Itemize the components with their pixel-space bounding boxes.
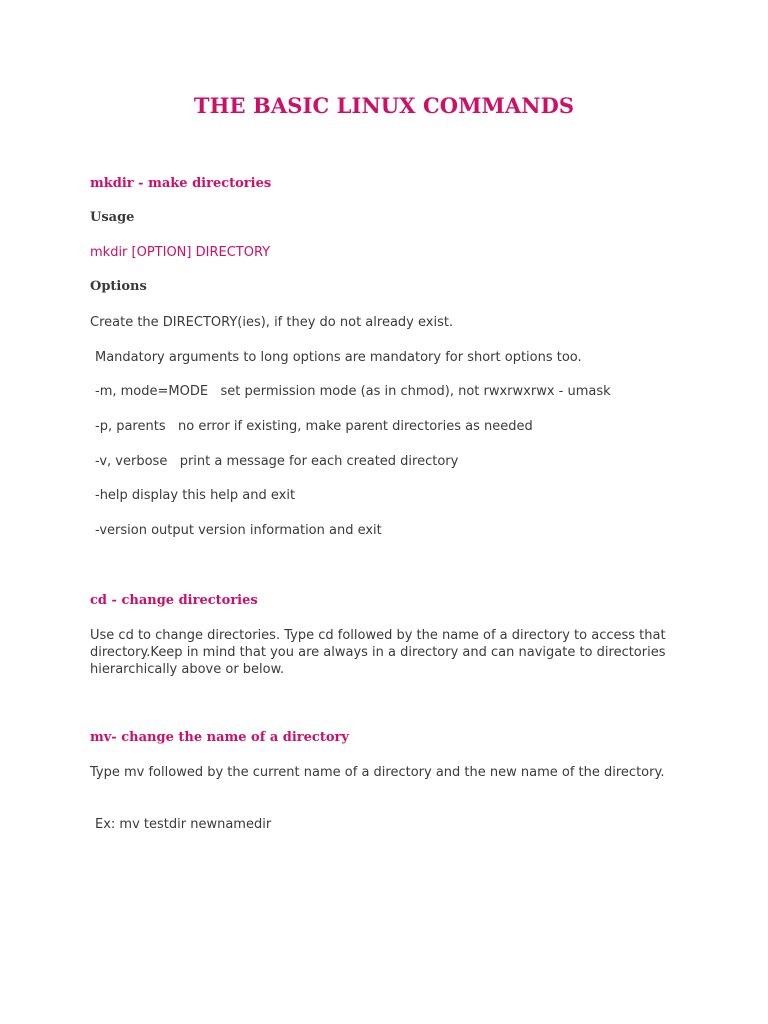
mkdir-options-label: Options — [90, 279, 147, 294]
mkdir-heading: mkdir - make directories — [90, 176, 272, 191]
mkdir-option-line: -p, parents no error if existing, make parent directories as needed — [95, 419, 533, 434]
mkdir-option-line: -version output version information and exit — [95, 523, 382, 538]
page-title: THE BASIC LINUX COMMANDS — [193, 93, 575, 118]
mkdir-option-line: -help display this help and exit — [95, 488, 296, 503]
mkdir-syntax: mkdir [OPTION] DIRECTORY — [90, 245, 271, 260]
mkdir-option-line: Mandatory arguments to long options are mandatory for short options too. — [95, 350, 582, 365]
mkdir-description: Create the DIRECTORY(ies), if they do not already exist. — [90, 315, 454, 330]
cd-heading: cd - change directories — [90, 593, 258, 608]
mv-heading: mv- change the name of a directory — [90, 730, 349, 745]
cd-description: Use cd to change directories. Type cd followed by the name of a directory to access that directory.Keep in mind that you are always in a directory and can navigate to directories hierarchically above or below. — [90, 628, 666, 677]
mkdir-usage-label: Usage — [90, 210, 135, 225]
mv-example: Ex: mv testdir newnamedir — [95, 817, 272, 832]
mv-description: Type mv followed by the current name of a directory and the new name of the directory. — [90, 765, 665, 780]
mkdir-option-line: -v, verbose print a message for each created directory — [95, 454, 459, 469]
mkdir-option-line: -m, mode=MODE set permission mode (as in chmod), not rwxrwxrwx - umask — [95, 384, 611, 399]
